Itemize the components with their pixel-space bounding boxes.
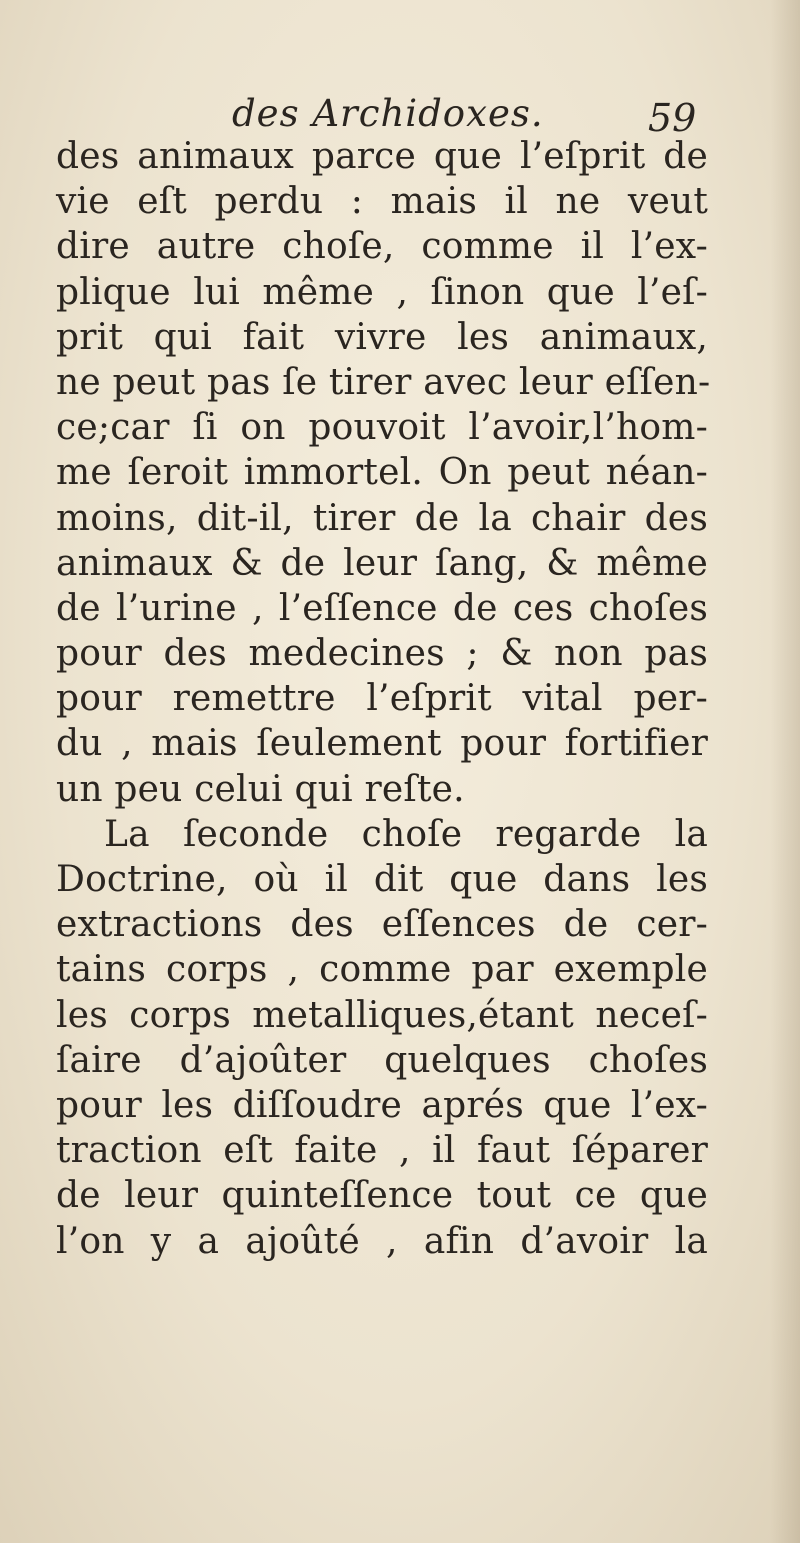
text-line: me ſeroit immortel. On peut néan- (56, 452, 708, 494)
text-line: La ſeconde choſe regarde la (104, 813, 708, 855)
text-line: tains corps , comme par exemple (56, 949, 708, 991)
text-line: ce;car ſi on pouvoit l’avoir,l’hom- (56, 407, 708, 449)
text-line: du , mais ſeulement pour fortifier (56, 723, 708, 765)
text-line: l’on y a ajoûté , afin d’avoir la (56, 1220, 708, 1262)
text-line: pour des medecines ; & non pas (56, 633, 708, 675)
text-line: ne peut pas ſe tirer avec leur eſſen- (56, 361, 711, 403)
text-line: traction eſt faite , il faut ſéparer (56, 1130, 708, 1172)
text-line: moins, dit-il, tirer de la chair des (56, 497, 708, 539)
text-line: des animaux parce que l’eſprit de (56, 136, 708, 177)
text-line: prit qui fait vivre les animaux, (56, 316, 708, 358)
running-head: des Archidoxes. (232, 92, 544, 135)
body-text (56, 134, 711, 1264)
text-line: dire autre choſe, comme il l’ex- (56, 226, 708, 268)
text-line: animaux & de leur ſang, & même (56, 542, 708, 584)
text-line: Doctrine, où il dit que dans les (56, 859, 708, 900)
text-line: plique lui même , ſinon que l’eſ- (56, 271, 708, 313)
text-line: de l’urine , l’eſſence de ces choſes (56, 587, 708, 629)
text-line: les corps metalliques,étant neceſ- (56, 994, 708, 1036)
text-line: pour remettre l’eſprit vital per- (56, 678, 708, 720)
text-line: pour les diſſoudre aprés que l’ex- (56, 1084, 708, 1126)
text-line: vie eſt perdu : mais il ne veut (56, 181, 708, 223)
page-edge-shadow (770, 0, 800, 1543)
text-line: extractions des eſſences de cer- (56, 904, 708, 946)
page-number: 59 (648, 96, 697, 140)
text-line: un peu celui qui reſte. (56, 768, 465, 810)
text-line: ſaire d’ajoûter quelques choſes (56, 1039, 708, 1081)
text-line: de leur quinteſſence tout ce que (56, 1175, 708, 1217)
